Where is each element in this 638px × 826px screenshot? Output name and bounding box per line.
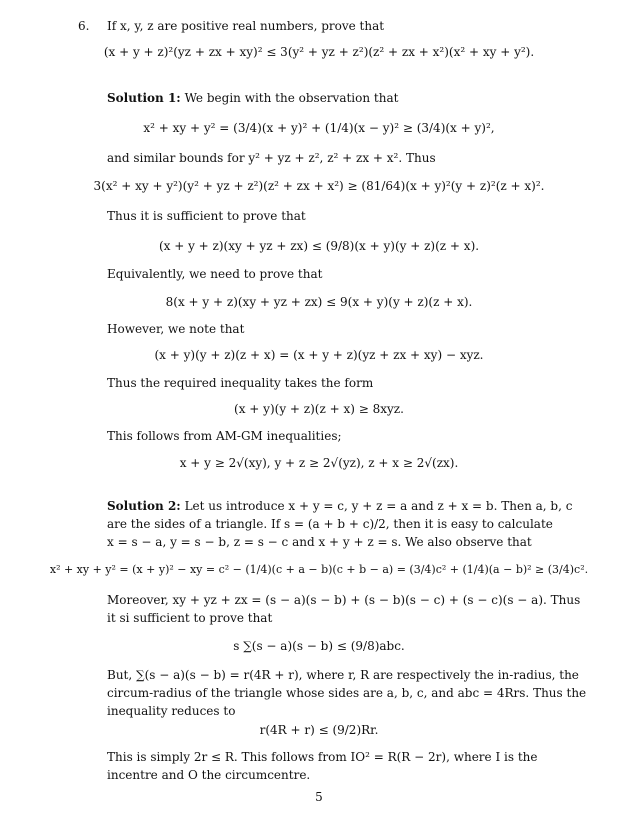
solution1-heading: Solution 1:: [107, 91, 181, 105]
solution1-text7: This follows from AM-GM inequalities;: [107, 429, 342, 443]
page-number: 5: [315, 790, 323, 804]
solution2-eq2: s ∑(s − a)(s − b) ≤ (9/8)abc.: [233, 639, 405, 653]
solution2-line2: are the sides of a triangle. If s = (a + b + c)/2, then it is easy to calculate: [107, 517, 553, 531]
solution2-line9: This is simply 2r ≤ R. This follows from IO² = R(R − 2r), where I is the: [107, 750, 538, 764]
solution2-line8: inequality reduces to: [107, 704, 236, 718]
problem-statement: If x, y, z are positive real numbers, prove that: [107, 19, 385, 33]
solution1-eq6: (x + y)(y + z)(z + x) ≥ 8xyz.: [234, 402, 404, 416]
solution1-eq2: 3(x² + xy + y²)(y² + yz + z²)(z² + zx + x²) ≥ (81/64)(x + y)²(y + z)²(z + x)².: [93, 179, 545, 193]
solution1-text2: and similar bounds for y² + yz + z², z² + zx + x². Thus: [107, 151, 436, 165]
solution2-heading: Solution 2:: [107, 499, 181, 513]
solution2-line7: circum-radius of the triangle whose sides are a, b, c, and abc = 4Rrs. Thus the: [107, 686, 587, 700]
solution1-eq5: (x + y)(y + z)(z + x) = (x + y + z)(yz + zx + xy) − xyz.: [154, 348, 484, 362]
solution1-eq4: 8(x + y + z)(xy + yz + zx) ≤ 9(x + y)(y + z)(z + x).: [165, 295, 473, 309]
solution2-line4: Moreover, xy + yz + zx = (s − a)(s − b) + (s − b)(s − c) + (s − c)(s − a). Thus: [107, 593, 581, 607]
solution1-intro: We begin with the observation that: [184, 91, 399, 105]
solution1-eq7: x + y ≥ 2√(xy), y + z ≥ 2√(yz), z + x ≥ 2√(zx).: [179, 456, 459, 470]
solution1-text3: Thus it is sufficient to prove that: [107, 209, 306, 223]
solution1-eq1: x² + xy + y² = (3/4)(x + y)² + (1/4)(x − y)² ≥ (3/4)(x + y)²,: [143, 121, 495, 135]
solution2-line10: incentre and O the circumcentre.: [107, 768, 311, 782]
problem-number: 6.: [78, 19, 90, 33]
solution2-line6: But, ∑(s − a)(s − b) = r(4R + r), where r, R are respectively the in-radius, the: [107, 668, 579, 682]
solution1-text4: Equivalently, we need to prove that: [107, 267, 323, 281]
solution1-text6: Thus the required inequality takes the form: [107, 376, 374, 390]
solution2-line5: it si sufficient to prove that: [107, 611, 273, 625]
solution2-line3: x = s − a, y = s − b, z = s − c and x + y + z = s. We also observe that: [107, 535, 532, 549]
solution2-line1: Let us introduce x + y = c, y + z = a and z + x = b. Then a, b, c: [184, 499, 573, 513]
solution1-eq3: (x + y + z)(xy + yz + zx) ≤ (9/8)(x + y)(y + z)(z + x).: [158, 239, 480, 253]
solution1-text5: However, we note that: [107, 322, 245, 336]
problem-inequality: (x + y + z)²(yz + zx + xy)² ≤ 3(y² + yz + z²)(z² + zx + x²)(x² + xy + y²).: [103, 45, 535, 59]
solution2-eq1: x² + xy + y² = (x + y)² − xy = c² − (1/4)(c + a − b)(c + b − a) = (3/4)c² + (1/4)(a − b)² ≥ (3/4)c².: [49, 563, 589, 576]
solution2-eq3: r(4R + r) ≤ (9/2)Rr.: [259, 723, 379, 737]
